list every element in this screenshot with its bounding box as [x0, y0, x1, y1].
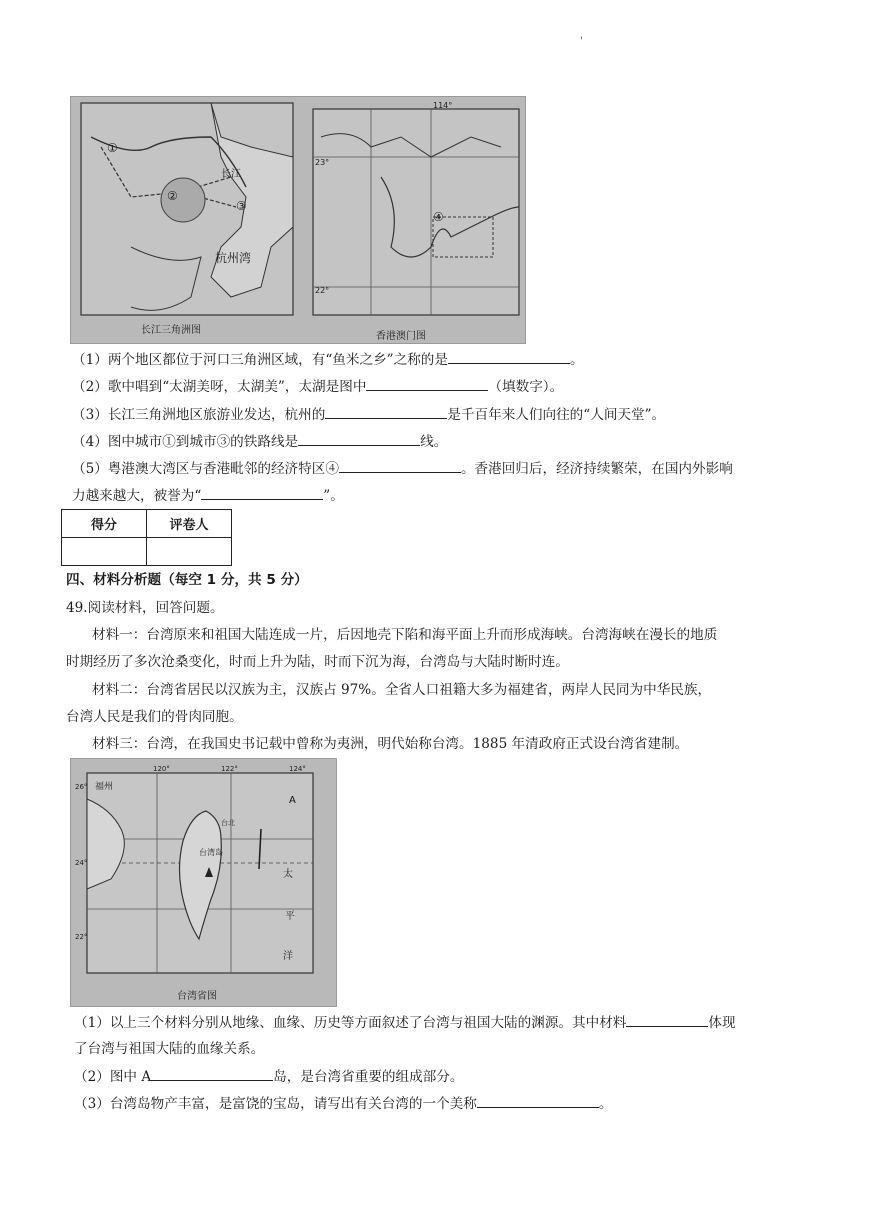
q48-3: （3）长江三角洲地区旅游业发达，杭州的 是千百年来人们向往的“人间天堂”。 — [72, 407, 666, 423]
score-cell[interactable] — [62, 538, 147, 566]
q48-5: （5）粤港澳大湾区与香港毗邻的经济特区④ 。香港回归后，经济持续繁荣，在国内外影响 — [72, 461, 733, 477]
grader-cell[interactable] — [147, 538, 232, 566]
label-lon-124: 124° — [289, 765, 306, 773]
q48-4: （4）图中城市①到城市③的铁路线是 线。 — [72, 434, 448, 450]
q48-2: （2）歌中唱到“太湖美呀，太湖美”，太湖是图中 （填数字）。 — [72, 379, 564, 395]
label-taiwan-island: 台湾岛 — [199, 848, 223, 857]
material-1-cont: 时期经历了多次沧桑变化，时而上升为陆，时而下沉为海，台湾岛与大陆时断时连。 — [66, 654, 569, 670]
label-lon-122: 122° — [221, 765, 238, 773]
caption-hk-macau: 香港澳门图 — [376, 331, 426, 342]
label-lat-26: 26° — [75, 783, 88, 791]
label-fuzhou: 福州 — [95, 782, 114, 792]
label-city-2: ② — [167, 189, 178, 203]
answer-blank[interactable] — [626, 1013, 708, 1027]
label-point-a: A — [289, 795, 296, 806]
label-city-4: ④ — [433, 210, 444, 224]
material-2: 材料二：台湾省居民以汉族为主，汉族占 97%。全省人口祖籍大多为福建省，两岸人民同为中华民族， — [92, 682, 712, 698]
material-2-cont: 台湾人民是我们的骨肉同胞。 — [66, 709, 243, 725]
label-pacific-1: 太 — [283, 869, 293, 880]
label-lat-22: 22° — [315, 286, 330, 295]
grader-header: 评卷人 — [147, 510, 232, 538]
q49-2: （2）图中 A 岛，是台湾省重要的组成部分。 — [74, 1069, 464, 1085]
page-mark: ' — [580, 36, 583, 47]
q49-intro: 49.阅读材料，回答问题。 — [66, 600, 224, 616]
answer-blank[interactable] — [339, 459, 461, 473]
label-pacific-3: 洋 — [283, 951, 293, 962]
score-header: 得分 — [62, 510, 147, 538]
label-pacific-2: 平 — [285, 911, 295, 922]
material-3: 材料三：台湾，在我国史书记载中曾称为夷洲，明代始称台湾。1885 年清政府正式设台湾省建制。 — [92, 736, 689, 752]
answer-blank[interactable] — [448, 350, 570, 364]
q49-1-cont: 了台湾与祖国大陆的血缘关系。 — [74, 1041, 265, 1057]
q49-3: （3）台湾岛物产丰富，是富饶的宝岛，请写出有关台湾的一个美称 。 — [74, 1096, 613, 1112]
label-lon-120: 120° — [153, 765, 170, 773]
caption-yangtze-delta: 长江三角洲图 — [141, 325, 201, 336]
q48-1: （1）两个地区都位于河口三角洲区域，有“鱼米之乡”之称的是 。 — [72, 352, 584, 368]
label-lat-24: 24° — [75, 859, 88, 867]
label-city-1: ① — [107, 141, 118, 155]
label-taipei: 台北 — [221, 819, 235, 827]
answer-blank[interactable] — [477, 1094, 599, 1108]
label-city-3: ③ — [236, 199, 247, 213]
q48-5-cont: 力越来越大，被誉为“ ”。 — [72, 488, 344, 504]
label-lat-23: 23° — [315, 158, 330, 167]
score-table — [61, 509, 232, 566]
figure-taiwan-map — [70, 758, 337, 1007]
answer-blank[interactable] — [325, 405, 447, 419]
figure-river-delta-maps — [70, 96, 526, 344]
caption-taiwan-map: 台湾省图 — [177, 991, 217, 1002]
label-lon-114: 114° — [433, 101, 453, 110]
answer-blank[interactable] — [366, 377, 488, 391]
material-1: 材料一：台湾原来和祖国大陆连成一片，后因地壳下陷和海平面上升而形成海峡。台湾海峡在漫长的地质 — [92, 627, 718, 643]
label-hangzhou-bay: 杭州湾 — [215, 251, 252, 265]
label-lat-22: 22° — [75, 933, 88, 941]
section-title: 四、材料分析题（每空 1 分，共 5 分） — [66, 572, 308, 588]
answer-blank[interactable] — [201, 486, 323, 500]
answer-blank[interactable] — [298, 432, 420, 446]
label-yangtze: 长江 — [221, 169, 241, 180]
answer-blank[interactable] — [151, 1067, 273, 1081]
q49-1: （1）以上三个材料分别从地缘、血缘、历史等方面叙述了台湾与祖国大陆的渊源。其中材料 体现 — [74, 1015, 736, 1031]
